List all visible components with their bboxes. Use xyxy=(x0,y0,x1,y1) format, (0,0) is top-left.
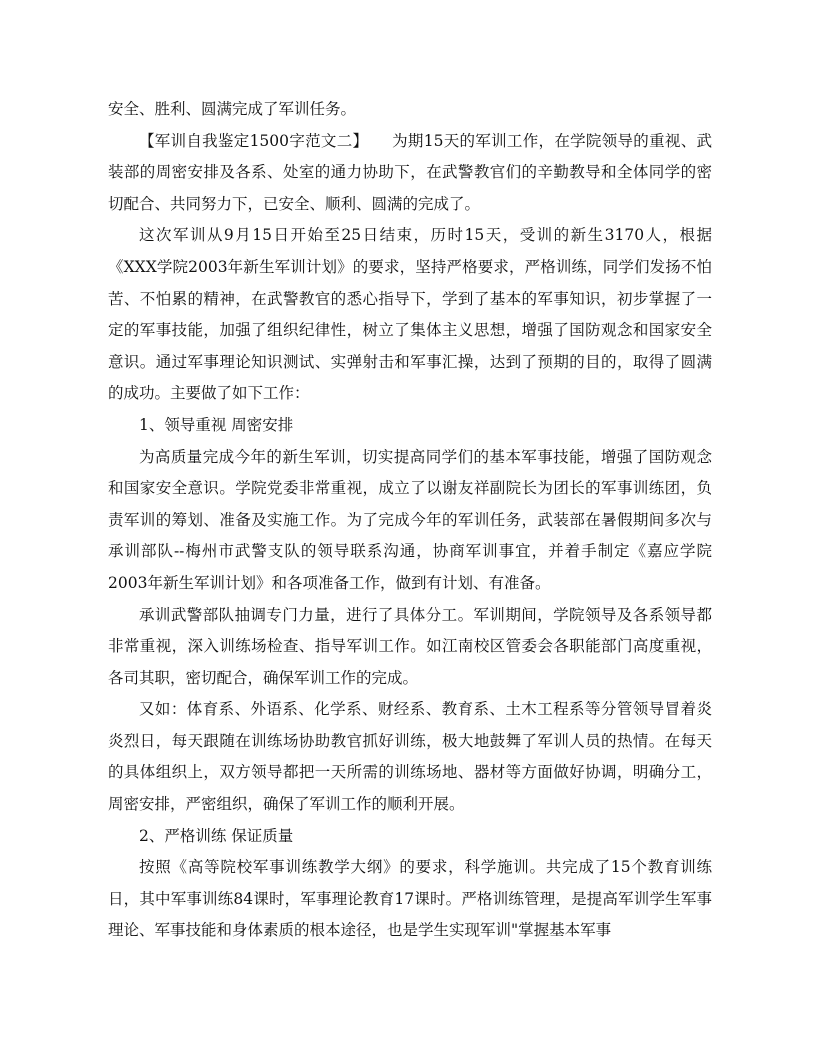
section-heading-leadership: 1、领导重视 周密安排 xyxy=(139,415,294,434)
section-heading-strict-training: 2、严格训练 保证质量 xyxy=(139,826,294,845)
paragraph-leadership-planning: 为高质量完成今年的新生军训，切实提高同学们的基本军事技能，增强了国防观念和国家安全意识。学院党委非常重视，成立了以谢友祥副院长为团长的军事训练团，负责军训的筹划、准备及实施工作。为了完成今年的军训任务，武装部在暑假期间多次与承训部队--梅州市武警支队的领导联系沟通，协商军训事宜，并着手制定《嘉应学院2003年新生军训计划》和各项准备工作，做到有计划、有准备。 xyxy=(108,447,712,592)
paragraph-training-overview: 这次军训从9月15日开始至25日结束，历时15天，受训的新生3170人，根据《XXX学院2003年新生军训计划》的要求，坚持严格要求，严格训练，同学们发扬不怕苦、不怕累的精神，在武警教官的悉心指导下，学到了基本的军事知识，初步掌握了一定的军事技能，加强了组织纪律性，树立了集体主义思想，增强了国防观念和国家安全意识。通过军事理论知识测试、实弹射击和军事汇操，达到了预期的目的，取得了圆满的成功。主要做了如下工作： xyxy=(108,226,712,403)
document-page xyxy=(108,94,712,947)
paragraph-department-support: 又如：体育系、外语系、化学系、财经系、教育系、土木工程系等分管领导冒着炎炎烈日，每天跟随在训练场协助教官抓好训练，极大地鼓舞了军训人员的热情。在每天的具体组织上，双方领导都把一天所需的训练场地、器材等方面做好协调，明确分工，周密安排，严密组织，确保了军训工作的顺利开展。 xyxy=(108,700,712,814)
paragraph-training-syllabus: 按照《高等院校军事训练教学大纲》的要求，科学施训。共完成了15个教育训练日，其中军事训练84课时，军事理论教育17课时。严格训练管理，是提高军训学生军事理论、军事技能和身体素质的根本途径，也是学生实现军训"掌握基本军事 xyxy=(108,858,712,940)
paragraph-army-division: 承训武警部队抽调专门力量，进行了具体分工。军训期间，学院领导及各系领导都非常重视，深入训练场检查、指导军训工作。如江南校区管委会各职能部门高度重视，各司其职，密切配合，确保军训工作的完成。 xyxy=(108,605,712,687)
paragraph-sample-two-intro: 【军训自我鉴定1500字范文二】 为期15天的军训工作，在学院领导的重视、武装部的周密安排及各系、处室的通力协助下，在武警教官们的辛勤教导和全体同学的密切配合、共同努力下，已安全、顺利、圆满的完成了。 xyxy=(108,131,712,213)
paragraph-closing-line: 安全、胜利、圆满完成了军训任务。 xyxy=(108,100,357,118)
